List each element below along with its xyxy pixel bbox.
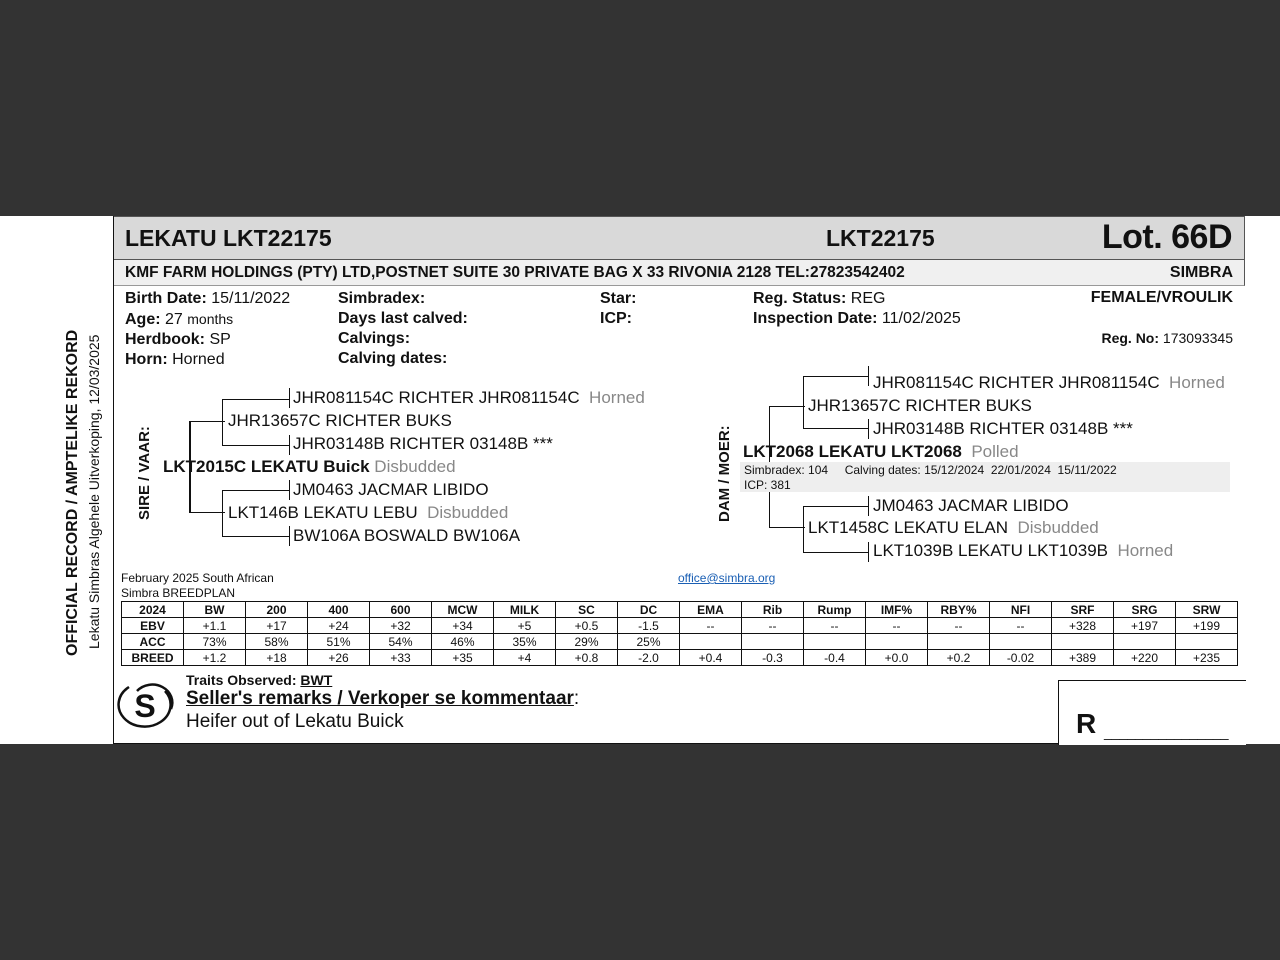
ebv-header-cell: SC [556,602,618,618]
ebv-header-row [122,602,1238,618]
ebv-row-label: EBV [122,618,184,634]
ebv-cell: +1.2 [184,650,246,666]
ebv-cell: 51% [308,634,370,650]
ebv-cell: +0.4 [680,650,742,666]
ebv-cell: +199 [1176,618,1238,634]
ebv-row [122,634,1238,650]
ebv-cell [742,634,804,650]
ebv-cell [1176,634,1238,650]
ebv-cell: 29% [556,634,618,650]
dam-name: LKT2068 LEKATU LKT2068 Polled [743,442,1019,461]
ebv-header-cell: IMF% [866,602,928,618]
ebv-row [122,618,1238,634]
ebv-cell: 73% [184,634,246,650]
simbra-logo-icon [115,679,175,731]
official-record-label: OFFICIAL RECORD / AMPTELIKE REKORD [64,329,81,656]
ebv-cell: +26 [308,650,370,666]
ebv-cell: +0.0 [866,650,928,666]
ebv-cell: -- [742,618,804,634]
reg-status-row: Reg. Status: REG [753,290,886,307]
ebv-cell [1114,634,1176,650]
sire-sire-sire: JHR081154C RICHTER JHR081154C Horned [293,388,645,407]
ebv-cell: +0.5 [556,618,618,634]
ebv-cell: +328 [1052,618,1114,634]
herdbook-row: Herdbook: SP [125,331,231,348]
ebv-cell: -0.02 [990,650,1052,666]
ebv-cell: +17 [246,618,308,634]
email-link[interactable]: office@simbra.org [678,571,776,585]
ebv-cell: 35% [494,634,556,650]
dam-dam-dam: LKT1039B LEKATU LKT1039B Horned [873,541,1174,560]
price-symbol: R [1076,708,1097,739]
sire-dam-dam: BW106A BOSWALD BW106A [293,526,521,545]
birth-date-row: Birth Date: 15/11/2022 [125,290,291,307]
ebv-header-cell: EMA [680,602,742,618]
age-row: Age: 27 months [125,311,234,328]
reg-no: Reg. No: 173093345 [1101,330,1233,346]
sale-name-label: Lekatu Simbras Algehele Uitverkoping, 12/03/2025 [86,334,102,649]
ebv-cell [866,634,928,650]
lot-card [0,216,1280,744]
ebv-header-cell: MCW [432,602,494,618]
animal-id: LKT22175 [826,225,935,251]
info-col-1 [125,289,290,370]
sire-sire: JHR13657C RICHTER BUKS [228,411,452,430]
dam-sire-sire: JHR081154C RICHTER JHR081154C Horned [873,373,1225,392]
dam-info-line-1: Simbradex: 104 Calving dates: 15/12/2024 22/01/2024 15/11/2022 [744,463,1117,477]
ebv-header-cell: 2024 [122,602,184,618]
ebv-header-cell: RBY% [928,602,990,618]
ebv-cell [1052,634,1114,650]
breedplan-line-1: February 2025 South African [121,571,274,585]
ebv-header-cell: 600 [370,602,432,618]
ebv-cell: +220 [1114,650,1176,666]
ebv-header-cell: BW [184,602,246,618]
ebv-cell: 58% [246,634,308,650]
sire-label: SIRE / VAAR: [136,426,153,520]
ebv-cell: 25% [618,634,680,650]
ebv-header-cell: 400 [308,602,370,618]
sire-sire-dam: JHR03148B RICHTER 03148B *** [293,434,553,453]
ebv-cell: +4 [494,650,556,666]
svg-text:S: S [134,688,156,724]
ebv-header-cell: MILK [494,602,556,618]
ebv-cell: +32 [370,618,432,634]
ebv-cell [680,634,742,650]
ebv-cell: +33 [370,650,432,666]
price-blank[interactable]: ________________ [1104,724,1229,740]
ebv-cell: 46% [432,634,494,650]
dam-info-line-2: ICP: 381 [744,478,791,492]
ebv-cell: +34 [432,618,494,634]
info-col-2: Simbradex: Days last calved: Calvings: Calving dates: [338,290,468,367]
ebv-cell: +1.1 [184,618,246,634]
ebv-cell [804,634,866,650]
ebv-cell [928,634,990,650]
remarks-text: Heifer out of Lekatu Buick [186,711,404,732]
ebv-cell: +235 [1176,650,1238,666]
ebv-cell: -2.0 [618,650,680,666]
ebv-cell: -- [680,618,742,634]
dam-label: DAM / MOER: [716,425,733,522]
dam-dam: LKT1458C LEKATU ELAN Disbudded [808,518,1099,537]
ebv-cell: +18 [246,650,308,666]
ebv-cell: -1.5 [618,618,680,634]
remarks-title: Seller's remarks / Verkoper se kommentaar: [186,688,580,709]
inspection-date-row: Inspection Date: 11/02/2025 [753,310,961,327]
horn-row: Horn: Horned [125,351,225,368]
ebv-header-cell: Rump [804,602,866,618]
ebv-cell: -- [990,618,1052,634]
ebv-cell: 54% [370,634,432,650]
ebv-cell: +197 [1114,618,1176,634]
ebv-cell: -0.4 [804,650,866,666]
ebv-cell: +389 [1052,650,1114,666]
ebv-header-cell: DC [618,602,680,618]
sire-dam: LKT146B LEKATU LEBU Disbudded [228,503,509,522]
dam-dam-sire: JM0463 JACMAR LIBIDO [873,496,1069,515]
ebv-cell [990,634,1052,650]
ebv-cell: +0.2 [928,650,990,666]
ebv-cell: -- [804,618,866,634]
ebv-header-cell: SRW [1176,602,1238,618]
ebv-cell: +0.8 [556,650,618,666]
animal-name: LEKATU LKT22175 [125,225,332,251]
ebv-row-label: BREED [122,650,184,666]
breed-label: SIMBRA [1169,264,1233,281]
ebv-header-cell: SRF [1052,602,1114,618]
sire-name: LKT2015C LEKATU Buick Disbudded [163,457,456,476]
ebv-header-cell: 200 [246,602,308,618]
ebv-header-cell: Rib [742,602,804,618]
sire-dam-sire: JM0463 JACMAR LIBIDO [293,480,489,499]
ebv-row [122,650,1238,666]
info-col-3: Star: ICP: [600,290,637,327]
lot-number: Lot. 66D [1101,218,1232,256]
ebv-header-cell: NFI [990,602,1052,618]
ebv-cell: -- [928,618,990,634]
ebv-cell: +24 [308,618,370,634]
ebv-cell: +5 [494,618,556,634]
ebv-cell: +35 [432,650,494,666]
owner-details: KMF FARM HOLDINGS (PTY) LTD,POSTNET SUITE 30 PRIVATE BAG X 33 RIVONIA 2128 TEL:27823542402 [125,264,905,281]
ebv-cell: -- [866,618,928,634]
dam-sire-dam: JHR03148B RICHTER 03148B *** [873,419,1133,438]
ebv-table [121,601,1238,666]
ebv-header-cell: SRG [1114,602,1176,618]
ebv-cell: -0.3 [742,650,804,666]
info-col-4 [753,289,961,329]
traits-observed: Traits Observed: BWT [186,672,333,688]
dam-sire: JHR13657C RICHTER BUKS [808,396,1032,415]
ebv-row-label: ACC [122,634,184,650]
breedplan-line-2: Simbra BREEDPLAN [121,586,236,600]
sex-label: FEMALE/VROULIK [1090,289,1233,306]
